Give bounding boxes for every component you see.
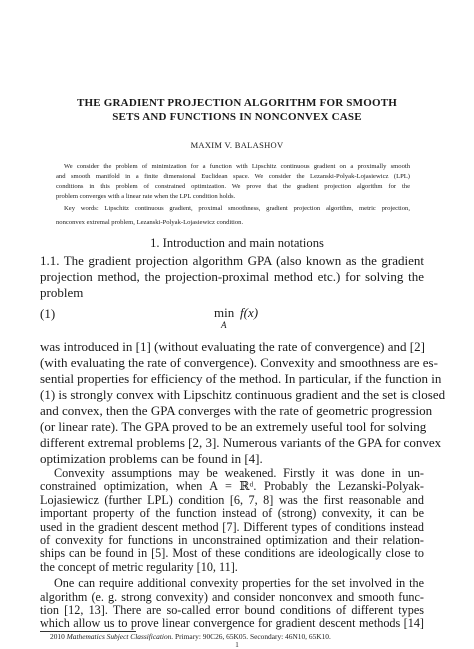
abstract-line: conditions in this problem of constrained optimization. We prove that the gradient projection algorithm for the bbox=[56, 183, 410, 190]
abstract-line: and smooth manifold in a finite dimensional Euclidean space. We consider the Lezanski-Polyak-Lojasiewicz (LPL) bbox=[56, 173, 410, 180]
body-line: problem bbox=[40, 285, 84, 300]
body-line: and convex, then the GPA converges with the rate of geometric progression bbox=[40, 403, 433, 418]
body-line: constrained optimization, when A = ℝᵈ. Probably the Lezanski-Polyak- bbox=[40, 479, 424, 494]
keywords-line: nonconvex extremal problem, Lezanski-Polyak-Lojasiewicz condition. bbox=[56, 219, 244, 226]
body-line: Lojasiewicz (further LPL) condition [6, 7, 8] was the first reasonable and bbox=[40, 492, 424, 507]
paper-title-line-1: THE GRADIENT PROJECTION ALGORITHM FOR SMOOTH bbox=[77, 97, 397, 109]
footnote bbox=[50, 632, 331, 641]
footnote-prefix: 2010 bbox=[50, 631, 67, 641]
body-line: of convexity for functions in unconstrained optimization and their relation- bbox=[40, 533, 424, 547]
body-line: (or linear rate). The GPA proved to be an extremely useful tool for solving bbox=[40, 419, 427, 434]
body-line: which allow us to prove linear convergence for gradient descent methods [14] bbox=[40, 616, 424, 631]
body-line: the concept of metric regularity [10, 11]. bbox=[40, 559, 238, 574]
body-line: 1.1. The gradient projection algorithm GPA (also known as the gradient bbox=[40, 253, 424, 268]
keywords-line: Key words: Lipschitz continuous gradient, proximal smoothness, gradient projection algorithm, metric projection, bbox=[64, 205, 410, 212]
footnote-codes: Primary: 90C26, 65K05. Secondary: 46N10, 65K10. bbox=[173, 631, 331, 641]
body-line: ships can be found in [5]. Most of these conditions are ideologically close to bbox=[40, 546, 424, 561]
body-line: algorithm (e. g. strong convexity) and consider nonconvex and smooth func- bbox=[40, 589, 424, 604]
body-line: Convexity assumptions may be weakened. Firstly it was done in un- bbox=[54, 466, 424, 480]
abstract-line: problem converges with a linear rate when the LPL condition holds. bbox=[56, 193, 236, 200]
body-line: (1) is strongly convex with Lipschitz continuous gradient and the set is closed bbox=[40, 387, 446, 402]
body-line: sential properties for efficiency of the method. In particular, if the function in bbox=[40, 371, 442, 386]
body-line: used in the gradient descent method [7]. Different types of conditions instead bbox=[40, 519, 424, 534]
page-number: 1 bbox=[235, 640, 239, 649]
author-name: MAXIM V. BALASHOV bbox=[190, 140, 284, 150]
body-line: optimization problems can be found in [4]. bbox=[40, 451, 263, 466]
body-line: important property of the function instead of (strong) convexity, it can be bbox=[40, 506, 424, 521]
body-line: tion [12, 13]. There are so-called error bound conditions of different types bbox=[40, 603, 424, 617]
footnote-msc-label: Mathematics Subject Classification. bbox=[66, 631, 174, 641]
body-line: projection method, the projection-proximal method etc.) for solving the bbox=[40, 269, 424, 284]
equation-number: (1) bbox=[40, 306, 56, 321]
equation-expression: f(x) bbox=[240, 305, 259, 320]
body-line: was introduced in [1] (without evaluating the rate of convergence) and [2] bbox=[40, 339, 425, 354]
body-line: different extremal problems [2, 3]. Numerous variants of the GPA for convex bbox=[40, 435, 442, 450]
equation-min: min bbox=[214, 305, 235, 320]
body-line: (with evaluating the rate of convergence). Convexity and smoothness are es- bbox=[40, 355, 438, 370]
section-heading: 1. Introduction and main notations bbox=[150, 236, 324, 250]
equation-subscript: A bbox=[221, 320, 227, 330]
paper-title-line-2: SETS AND FUNCTIONS IN NONCONVEX CASE bbox=[112, 111, 362, 123]
abstract-line: We consider the problem of minimization for a function with Lipschitz continuous gradient on a proximally smooth bbox=[64, 163, 410, 170]
body-line: One can require additional convexity properties for the set involved in the bbox=[54, 576, 424, 591]
